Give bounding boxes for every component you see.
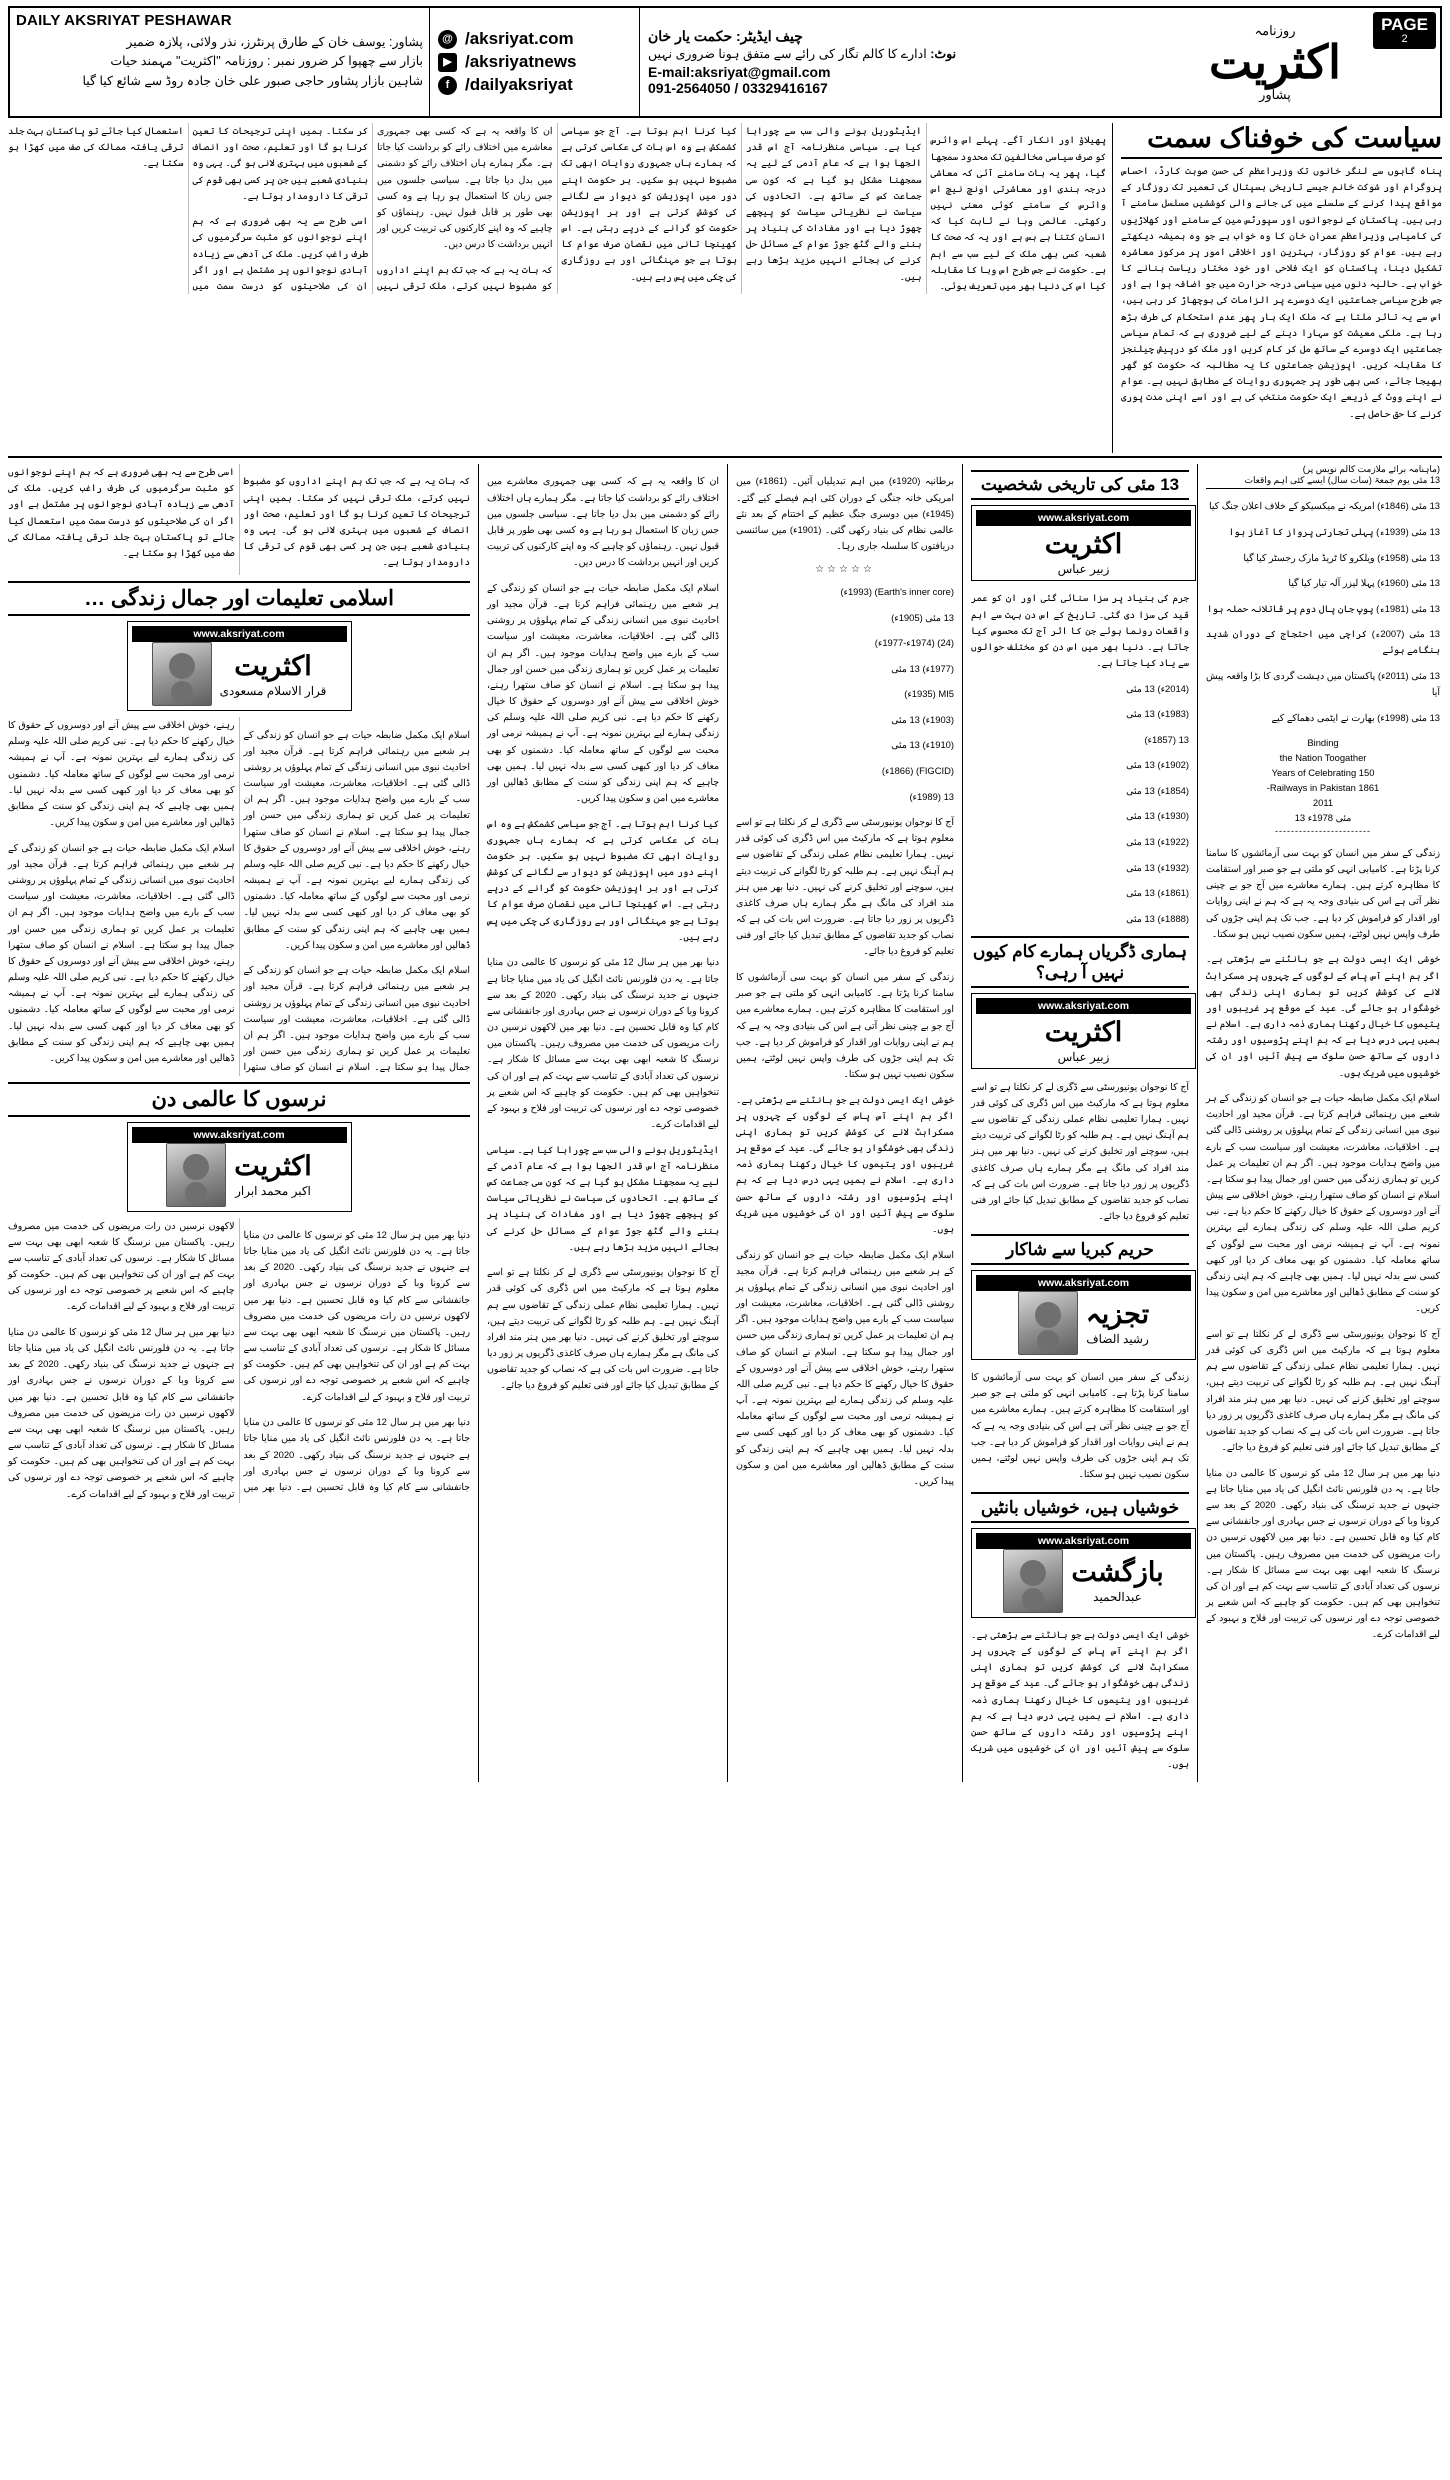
article-title-digriyan: ہماری ڈگریاں ہمارے کام کیوں نہیں آ رہی؟ xyxy=(971,936,1189,988)
page-badge-label: PAGE xyxy=(1381,15,1428,34)
leftover-lead-text xyxy=(8,464,470,575)
history-entry-3: (24) (1974ء-1977ء) xyxy=(874,637,954,649)
lead-col-5: کہ بات یہ ہے کہ جب تک ہم اپنے اداروں کو مضبوط نہیں کرتے، ملک ترقی نہیں کر سکتا۔ ہمیں اپنی ترجیحات کا تعین کرنا ہو گا اور تعلیم، صحت اور انصاف کے شعبوں میں بہتری لانی ہو گی۔ یہی وہ بنیادی شعبے ہیں جن پر کسی بھی قوم کی ترقی کا دارومدار ہوتا ہے۔ xyxy=(192,125,553,291)
left-continued-1: کہ بات یہ ہے کہ جب تک ہم اپنے اداروں کو مضبوط نہیں کرتے، ملک ترقی نہیں کر سکتا۔ ہمیں اپنی ترجیحات کا تعین کرنا ہو گا اور تعلیم، صحت اور انصاف کے شعبوں میں بہتری لانی ہو گی۔ یہی وہ بنیادی شعبے ہیں جن پر کسی بھی قوم کی ترقی کا دارومدار ہوتا ہے۔ xyxy=(243,475,470,568)
col2-p5: ایڈیٹوریل ہونے والی سب سے چوراہا کیا ہے۔ سیاسی منظرنامہ آج اس قدر الجھا ہوا ہے کہ عام آدمی کے لیے یہ سمجھنا مشکل ہو گیا ہے کہ کون سی جماعت کس کے ساتھ ہے۔ اتحادوں کی سیاست نے نظریاتی سیاست کو پیچھے چھوڑ دیا ہے اور مفادات کی بنیاد پر بننے والے گٹھ جوڑ عوام کے مسائل حل کرنے کی بجائے انہیں مزید بڑھا رہے ہیں۔ xyxy=(487,1143,719,1252)
column-left xyxy=(8,464,478,1782)
col2-p1: ان کا واقعہ یہ ہے کہ کسی بھی جمہوری معاشرے میں اختلاف رائے کو برداشت کیا جاتا ہے۔ مگر ہمارے ہاں اختلاف رائے کو دشمنی میں بدل دیا جاتا ہے۔ سیاسی جلسوں میں جس زبان کا استعمال ہو رہا ہے وہ کسی بھی طور پر قابل قبول نہیں۔ رہنماؤں کو چاہیے کہ وہ اپنے کارکنوں کی تربیت کریں اور انہیں برداشت کا درس دیں۔ xyxy=(487,475,719,568)
publisher-address xyxy=(16,33,423,91)
brand-name: AKSRIYAT xyxy=(64,12,140,29)
email-line[interactable]: E-mail:aksriyat@gmail.com xyxy=(648,63,831,80)
col3-p3: زندگی کے سفر میں انسان کو بہت سی آزمائشوں کا سامنا کرنا پڑتا ہے۔ کامیابی انہی کو ملتی ہے جو صبر اور استقامت کا مظاہرہ کرتے ہیں۔ ہمارے معاشرے میں آج جو بے چینی نظر آتی ہے اس کی بنیادی وجہ یہ ہے کہ ہم نے اپنی روایات اور اقدار کو فراموش کر دیا ہے۔ جب تک ہم اپنی جڑوں کی طرف واپس نہیں لوٹتے، ہمیں سکون نصیب نہیں ہو سکتا۔ xyxy=(736,971,954,1080)
masthead xyxy=(8,6,1442,118)
byline-digriyan xyxy=(971,993,1196,1069)
logo-sub: روزنامہ xyxy=(1254,23,1296,38)
col3-p2: آج کا نوجوان یونیورسٹی سے ڈگری لے کر نکلتا ہے تو اسے معلوم ہوتا ہے کہ مارکیٹ میں اس ڈگری کی کوئی قدر نہیں۔ ہمارا تعلیمی نظام عملی زندگی کے تقاضوں سے ہم آہنگ نہیں ہے۔ ہم طلبہ کو رٹا لگوانے کی تربیت دیتے ہیں، سوچنے اور تخلیق کرنے کی نہیں۔ دنیا بھر میں ہنر مند افراد کی مانگ ہے مگر ہمارے ہاں صرف کاغذی ڈگریوں پر زور دیا جاتا ہے۔ ضرورت اس بات کی ہے کہ نصاب کو جدید تقاضوں کے مطابق تبدیل کیا جائے اور فنی تعلیم کو فروغ دیا جائے۔ xyxy=(736,816,954,957)
may13-e9: (1861ء) 13 مئی xyxy=(1126,887,1189,899)
col3-entries xyxy=(736,584,954,805)
byline-url-may13[interactable]: www.aksriyat.com xyxy=(976,510,1191,526)
lead-columns xyxy=(8,123,1106,294)
history-entry-6: (1903ء) 13 مئی xyxy=(891,713,954,725)
lead-main-text: پناہ گاہوں سے لنگر خانوں تک وزیراعظم کی حسن صوبت کارڈ، احساس پروگرام اور شوکت خانم جیسے تاریخی ہسپتال کی تعمیر تک روزگار کے مواقع پیدا کرنے کے سلسلے میں کی جانے والی کوششیں مسلسل سامنے آ رہی ہیں۔ پاکستان کے نوجوانوں اور سپورٹس مین کے سامنے اور کھلاڑیوں کی کامیابی وزیراعظم عمران خان کا وہ خواب ہے جو وہ ہمیشہ دیکھتے رہے ہیں۔ عوام کو روزگار، بہترین اور اخلاقی امور پر مرکوز معاشرہ تشکیل دینا، پاکستان کو ایک فلاحی اور خود مختار ریاست بنانے کا خواب ہے۔ حالیہ دنوں میں سیاسی درجہ حرارت میں جو اضافہ ہوا ہے اور جس طرح سیاسی جماعتیں ایک دوسرے پر الزامات کی بوچھاڑ کر رہی ہیں، اس سے یہ تاثر ملتا ہے کہ ملک ایک بار پھر عدم استحکام کی طرف بڑھ رہا ہے۔ ملکی معیشت کو سہارا دینے کے لیے ضروری ہے کہ تمام سیاسی جماعتیں ایک دوسرے کے ساتھ مل کر کام کریں اور ملک کو درپیش چیلنجز کا مقابلہ کریں۔ اپوزیشن جماعتوں کا یہ مطالبہ کہ حکومت کو گھر بھیجا جائے، کسی بھی طور پر جمہوری روایات کے مطابق نہیں ہے۔ عوام نے اپنے ووٹ کے ذریعے ایک حکومت منتخب کی ہے اور اسے اپنی مدت پوری کرنے کا حق حاصل ہے۔ xyxy=(1121,165,1442,419)
may13-e3: 13 (1857ء) xyxy=(1144,733,1189,745)
article-title-islami: اسلامی تعلیمات اور جمال زندگی … xyxy=(8,581,470,616)
lead-col-1: پھیلاؤ اور انکار آگے۔ پہلے اس وائرس کو صرف سیاسی مخالفین تک محدود سمجھا گیا، پھر یہ بات سامنے آئی کہ معاشی درجہ بندی اور معاشرتی اونچ نیچ اس وائرس کے سامنے کوئی معنی نہیں رکھتی۔ عالمی وبا نے ثابت کیا کہ انسان کتنا بے بس ہے اور یہ کہ صحت کا شعبہ کسی بھی ملک کے لیے سب سے اہم ہے۔ حکومت نے جس طرح اس وبا کا مقابلہ کیا اس کی دنیا بھر میں تعریف ہوئی۔ xyxy=(930,134,1106,291)
note-text: ادارے کا کالم نگار کی رائے سے متفق ہونا ضروری نہیں xyxy=(648,47,927,62)
byline-logo-may13: اکثریت xyxy=(1044,529,1123,559)
col3-p4: خوشی ایک ایسی دولت ہے جو بانٹنے سے بڑھتی ہے۔ اگر ہم اپنے آس پاس کے لوگوں کے چہروں پر مسکراہٹ لانے کی کوشش کریں تو ہماری اپنی زندگی بھی خوشگوار ہو جائے گی۔ عید کے موقع پر غریبوں اور یتیموں کا خیال رکھنا ہماری ذمہ داری ہے۔ اسلام نے ہمیں یہی درس دیا ہے کہ ہم اپنے پڑوسیوں اور رشتہ داروں کے ساتھ حسن سلوک سے پیش آئیں اور ان کی خوشیوں میں شریک ہوں۔ xyxy=(736,1093,954,1234)
page-title: سیاست کی خوفناک سمت xyxy=(1121,123,1442,159)
may13-body xyxy=(971,590,1189,926)
col2-p2: اسلام ایک مکمل ضابطہ حیات ہے جو انسان کو زندگی کے ہر شعبے میں رہنمائی فراہم کرتا ہے۔ قرآن مجید اور احادیث نبوی میں انسانی زندگی کے تمام پہلوؤں پر روشنی ڈالی گئی ہے۔ اخلاقیات، معاشرت، معیشت اور سیاست سب کے بارے میں واضح ہدایات موجود ہیں۔ اگر ہم ان تعلیمات پر عمل کریں تو ہماری زندگی میں حسن اور جمال پیدا ہو سکتا ہے۔ اسلام نے انسان کو صاف ستھرا رہنے، خوش اخلاقی سے پیش آنے اور دوسروں کے حقوق کا خیال رکھنے کا حکم دیا ہے۔ نبی کریم صلی اللہ علیہ وسلم کی زندگی ہمارے لیے بہترین نمونہ ہے۔ آپ نے ہمیشہ نرمی اور محبت سے لوگوں کے ساتھ معاملہ کیا۔ دشمنوں کو بھی معاف کر دیا اور کبھی کسی سے بدلہ نہیں لیا۔ ہمیں بھی چاہیے کہ ہم اپنی زندگی کو سنت کے مطابق ڈھالیں اور معاشرے میں امن و سکون پیدا کریں۔ xyxy=(487,581,719,804)
masthead-contact xyxy=(640,8,1110,116)
byline-khushiyan xyxy=(971,1528,1196,1618)
byline-logo-digriyan: اکثریت xyxy=(1044,1017,1123,1048)
may13-e2: (1983ء) 13 مئی xyxy=(1126,708,1189,720)
author-photo-nurses xyxy=(166,1143,226,1207)
rail-english-block xyxy=(1206,735,1440,825)
col2-p3: کیا کرنا اہم ہوتا ہے۔ آج جو سیاسی کشمکش ہے وہ اس بات کی عکاسی کرتی ہے کہ ہمارے ہاں جمہوری روایات ابھی تک مضبوط نہیں ہو سکیں۔ ہر حکومت اپنے دور میں اپوزیشن کو دیوار سے لگانے کی کوشش کرتی ہے اور ہر اپوزیشن حکومت کو گرانے کے درپے رہتی ہے۔ اس کھینچا تانی میں نقصان صرف عوام کا ہوتا ہے جو مہنگائی اور بے روزگاری کی چکی میں پس رہے ہیں۔ xyxy=(487,817,719,942)
rail-header-2: 13 مئی یوم جمعۃ (سات سال) ایسے کئی اہم واقعات xyxy=(1244,475,1440,485)
rail-entry-5: 13 مئی (1981ء) پوپ جان پال دوم پر قاتلانہ حملہ ہوا xyxy=(1206,602,1440,614)
byline-url-nurses[interactable]: www.aksriyat.com xyxy=(132,1127,347,1143)
rail-entries xyxy=(1206,498,1440,725)
islami-text-3: اسلام ایک مکمل ضابطہ حیات ہے جو انسان کو زندگی کے ہر شعبے میں رہنمائی فراہم کرتا ہے۔ قرآن مجید اور احادیث نبوی میں انسانی زندگی کے تمام پہلوؤں پر روشنی ڈالی گئی ہے۔ اخلاقیات، معاشرت، معیشت اور سیاست سب کے بارے میں واضح ہدایات موجود ہیں۔ اگر ہم ان تعلیمات پر عمل کریں تو ہماری زندگی میں حسن اور جمال پیدا ہو سکتا ہے۔ اسلام نے انسان کو صاف ستھرا رہنے، خوش اخلاقی سے پیش آنے اور دوسروں کے حقوق کا خیال رکھنے کا حکم دیا ہے۔ نبی کریم صلی اللہ علیہ وسلم کی زندگی ہمارے لیے بہترین نمونہ ہے۔ آپ نے ہمیشہ نرمی اور محبت سے لوگوں کے ساتھ معاملہ کیا۔ دشمنوں کو بھی معاف کر دیا اور کبھی کسی سے بدلہ نہیں لیا۔ ہمیں بھی چاہیے کہ ہم اپنی زندگی کو سنت کے مطابق ڈھالیں اور معاشرے میں امن و سکون پیدا کریں۔ xyxy=(8,841,235,1063)
rail-entry-8: 13 مئی (1998ء) بھارت نے ایٹمی دھماکے کیے xyxy=(1271,711,1440,723)
islami-text-2: اسلام ایک مکمل ضابطہ حیات ہے جو انسان کو زندگی کے ہر شعبے میں رہنمائی فراہم کرتا ہے۔ قرآن مجید اور احادیث نبوی میں انسانی زندگی کے تمام پہلوؤں پر روشنی ڈالی گئی ہے۔ اخلاقیات، معاشرت، معیشت اور سیاست سب کے بارے میں واضح ہدایات موجود ہیں۔ اگر ہم ان تعلیمات پر عمل کریں تو ہماری زندگی میں حسن اور جمال پیدا ہو سکتا ہے۔ اسلام نے انسان کو صاف ستھرا رہنے، خوش اخلاقی سے پیش آنے اور دوسروں کے حقوق کا خیال رکھنے کا حکم دیا ہے۔ نبی کریم صلی اللہ علیہ وسلم کی زندگی ہمارے لیے بہترین نمونہ ہے۔ آپ نے ہمیشہ نرمی اور محبت سے لوگوں کے ساتھ معاملہ کیا۔ دشمنوں کو بھی معاف کر دیا اور کبھی کسی سے بدلہ نہیں لیا۔ ہمیں بھی چاہیے کہ ہم اپنی زندگی کو سنت کے مطابق ڈھالیں اور معاشرے میں امن و سکون پیدا کریں۔ xyxy=(8,719,470,1073)
address-line-3: شاہین بازار پشاور حاجی صبور علی خان جادہ روڈ سے شائع کیا گیا xyxy=(82,73,423,88)
col2-p6: آج کا نوجوان یونیورسٹی سے ڈگری لے کر نکلتا ہے تو اسے معلوم ہوتا ہے کہ مارکیٹ میں اس ڈگری کی کوئی قدر نہیں۔ ہمارا تعلیمی نظام عملی زندگی کے تقاضوں سے ہم آہنگ نہیں ہے۔ ہم طلبہ کو رٹا لگوانے کی تربیت دیتے ہیں، سوچنے اور تخلیق کرنے کی نہیں۔ دنیا بھر میں ہنر مند افراد کی مانگ ہے مگر ہمارے ہاں صرف کاغذی ڈگریوں پر زور دیا جاتا ہے۔ ضرورت اس بات کی ہے کہ نصاب کو جدید تقاضوں کے مطابق تبدیل کیا جائے اور فنی تعلیم کو فروغ دیا جائے۔ xyxy=(487,1266,719,1391)
phone-line: 091-2564050 / 03329416167 xyxy=(648,79,828,96)
byline-name-digriyan: زبیر عباس xyxy=(1057,1050,1110,1065)
byline-row-islami xyxy=(132,642,347,706)
lead-col-6: اسی طرح سے یہ بھی ضروری ہے کہ ہم اپنے نوجوانوں کو مثبت سرگرمیوں کی طرف راغب کریں۔ ملک کی آدھی سے زیادہ آبادی نوجوانوں پر مشتمل ہے اور اگر ان کی صلاحیتوں کو درست سمت میں استعمال کیا جائے تو پاکستان بہت جلد ترقی یافتہ ممالک کی صف میں کھڑا ہو سکتا ہے۔ xyxy=(8,125,368,291)
masthead-social xyxy=(430,8,640,116)
lead-headline-block xyxy=(1112,123,1442,453)
history-entry-1: (Earth's inner core) (1993ء) xyxy=(840,586,954,598)
rail-extra-5: دنیا بھر میں ہر سال 12 مئی کو نرسوں کا عالمی دن منایا جاتا ہے۔ یہ دن فلورنس نائٹ انگیل کی یاد میں منایا جاتا ہے جنہوں نے جدید نرسنگ کی بنیاد رکھی۔ 2020 کے بعد سے کرونا وبا کے دوران نرسوں نے جس بہادری اور جانفشانی سے کام کیا وہ قابل تحسین ہے۔ دنیا بھر میں لاکھوں نرسیں دن رات مریضوں کی خدمت میں مصروف رہیں۔ پاکستان میں نرسنگ کا شعبہ ابھی بھی بہت سے مسائل کا شکار ہے۔ نرسوں کی تعداد آبادی کے تناسب سے بہت کم ہے اور ان کی تنخواہیں بھی کم ہیں۔ حکومت کو چاہیے کہ اس شعبے پر خصوصی توجہ دے اور نرسوں کی تربیت اور فلاح و بہبود کے لیے اقدامات کرے۔ xyxy=(1206,1466,1440,1640)
rail-extra-2: خوشی ایک ایسی دولت ہے جو بانٹنے سے بڑھتی ہے۔ اگر ہم اپنے آس پاس کے لوگوں کے چہروں پر مسکراہٹ لانے کی کوشش کریں تو ہماری اپنی زندگی بھی خوشگوار ہو جائے گی۔ عید کے موقع پر غریبوں اور یتیموں کا خیال رکھنا ہماری ذمہ داری ہے۔ اسلام نے ہمیں یہی درس دیا ہے کہ ہم اپنے پڑوسیوں اور رشتہ داروں کے ساتھ حسن سلوک سے پیش آئیں اور ان کی خوشیوں میں شریک ہوں۔ xyxy=(1206,953,1440,1078)
col3-mid-text xyxy=(736,814,954,1489)
byline-logo-islami: اکثریت xyxy=(234,650,312,681)
eng-line-5: 2011 xyxy=(1312,797,1334,809)
rail-entry-7: 13 مئی (2011ء) پاکستان میں دہشت گردی کا بڑا واقعہ پیش آیا xyxy=(1206,669,1440,698)
may13-e1: (2014ء) 13 مئی xyxy=(1126,682,1189,694)
article-title-may13: 13 مئی کی تاریخی شخصیت xyxy=(971,470,1189,500)
col3-p1: برطانیہ (1920ء) میں اہم تبدیلیاں آئیں۔ (1861ء) میں امریکی خانہ جنگی کے دوران کئی اہم فیصلے کیے گئے۔ (1945ء) میں دوسری جنگ عظیم کے اختتام کے بعد نئے عالمی نظام کی بنیاد رکھی گئی۔ (1901ء) میں سائنسی دریافتوں کا سلسلہ جاری رہا۔ xyxy=(736,475,955,552)
star-divider-1: ☆☆☆☆☆ xyxy=(815,563,875,575)
history-entry-9: 13 (1989ء) xyxy=(909,790,954,802)
brand-city: PESHAWAR xyxy=(144,12,232,29)
page-badge xyxy=(1373,12,1436,49)
website-label: /aksriyat.com xyxy=(465,29,574,48)
facebook-label: /dailyaksriyat xyxy=(465,75,573,94)
editor-note xyxy=(648,45,956,64)
may13-p1: جرم کی بنیاد پر سزا سنائی گئی اور ان کو عمر قید کی سزا دی گئی۔ تاریخ کے اس دن بہت سے اہم واقعات رونما ہوئے جن کا اثر آج تک محسوس کیا جاتا ہے۔ دنیا بھر میں اس دن کو مختلف حوالوں سے یاد کیا جاتا ہے۔ xyxy=(971,592,1189,669)
page-badge-number: 2 xyxy=(1401,32,1408,45)
nurses-text-3: دنیا بھر میں ہر سال 12 مئی کو نرسوں کا عالمی دن منایا جاتا ہے۔ یہ دن فلورنس نائٹ انگیل کی یاد میں منایا جاتا ہے جنہوں نے جدید نرسنگ کی بنیاد رکھی۔ 2020 کے بعد سے کرونا وبا کے دوران نرسوں نے جس بہادری اور جانفشانی سے کام کیا وہ قابل تحسین ہے۔ دنیا بھر میں لاکھوں نرسیں دن رات مریضوں کی خدمت میں مصروف رہیں۔ پاکستان میں نرسنگ کا شعبہ ابھی بھی بہت سے مسائل کا شکار ہے۔ نرسوں کی تعداد آبادی کے تناسب سے بہت کم ہے اور ان کی تنخواہیں بھی کم ہیں۔ حکومت کو چاہیے کہ اس شعبے پر خصوصی توجہ دے اور نرسوں کی تربیت اور فلاح و بہبود کے لیے اقدامات کرے۔ xyxy=(8,1325,235,1499)
rail-entry-2: 13 مئی (1939ء) پہلی تجارتی پرواز کا آغاز ہوا xyxy=(1228,525,1440,537)
rail-dashes: ------------------------ xyxy=(1275,825,1371,836)
author-photo-khushiyan xyxy=(1003,1549,1063,1613)
col3-top-text xyxy=(736,473,954,554)
byline-row-hareem xyxy=(976,1291,1191,1355)
lead-body xyxy=(8,123,1112,453)
byline-name-islami: قرار الاسلام مسعودی xyxy=(219,683,327,698)
chief-editor: چیف ایڈیٹر: حکمت یار خان xyxy=(648,28,803,45)
rail-entry-3: 13 مئی (1958ء) ویلکرو کا ٹریڈ مارک رجسٹر کیا گیا xyxy=(1243,551,1440,563)
lead-col-3: کیا کرنا اہم ہوتا ہے۔ آج جو سیاسی کشمکش ہے وہ اس بات کی عکاسی کرتی ہے کہ ہمارے ہاں جمہوری روایات ابھی تک مضبوط نہیں ہو سکیں۔ ہر حکومت اپنے دور میں اپوزیشن کو دیوار سے لگانے کی کوشش کرتی ہے اور ہر اپوزیشن حکومت کو گرانے کے درپے رہتی ہے۔ اس کھینچا تانی میں نقصان صرف عوام کا ہوتا ہے جو مہنگائی اور بے روزگاری کی چکی میں پس رہے ہیں۔ xyxy=(561,125,737,282)
byline-url-khushiyan[interactable]: www.aksriyat.com xyxy=(976,1533,1191,1549)
byline-logo-khushiyan: بازگشت xyxy=(1071,1557,1164,1588)
col3-p5: اسلام ایک مکمل ضابطہ حیات ہے جو انسان کو زندگی کے ہر شعبے میں رہنمائی فراہم کرتا ہے۔ قرآن مجید اور احادیث نبوی میں انسانی زندگی کے تمام پہلوؤں پر روشنی ڈالی گئی ہے۔ اخلاقیات، معاشرت، معیشت اور سیاست سب کے بارے میں واضح ہدایات موجود ہیں۔ اگر ہم ان تعلیمات پر عمل کریں تو ہماری زندگی میں حسن اور جمال پیدا ہو سکتا ہے۔ اسلام نے انسان کو صاف ستھرا رہنے، خوش اخلاقی سے پیش آنے اور دوسروں کے حقوق کا خیال رکھنے کا حکم دیا ہے۔ نبی کریم صلی اللہ علیہ وسلم کی زندگی ہمارے لیے بہترین نمونہ ہے۔ آپ نے ہمیشہ نرمی اور محبت سے لوگوں کے ساتھ معاملہ کیا۔ دشمنوں کو بھی معاف کر دیا اور کبھی کسی سے بدلہ نہیں لیا۔ ہمیں بھی چاہیے کہ ہم اپنی زندگی کو سنت کے مطابق ڈھالیں اور معاشرے میں امن و سکون پیدا کریں۔ xyxy=(736,1248,954,1486)
article-body-nurses xyxy=(8,1218,470,1504)
may13-e8: (1932ء) 13 مئی xyxy=(1126,861,1189,873)
rail-entry-4: 13 مئی (1960ء) پہلا لیزر آلہ تیار کیا گیا xyxy=(1288,577,1440,589)
eng-line-3: Years of Celebrating 150 xyxy=(1271,767,1375,779)
eng-line-6: 13 مئی 1978ء xyxy=(1294,812,1352,824)
history-entry-7: (1910ء) 13 مئی xyxy=(891,739,954,751)
col2-p4: دنیا بھر میں ہر سال 12 مئی کو نرسوں کا عالمی دن منایا جاتا ہے۔ یہ دن فلورنس نائٹ انگیل کی یاد میں منایا جاتا ہے جنہوں نے جدید نرسنگ کی بنیاد رکھی۔ 2020 کے بعد سے کرونا وبا کے دوران نرسوں نے جس بہادری اور جانفشانی سے کام کیا وہ قابل تحسین ہے۔ دنیا بھر میں لاکھوں نرسیں دن رات مریضوں کی خدمت میں مصروف رہیں۔ پاکستان میں نرسنگ کا شعبہ ابھی بھی بہت سے مسائل کا شکار ہے۔ نرسوں کی تعداد آبادی کے تناسب سے بہت کم ہے اور ان کی تنخواہیں بھی کم ہیں۔ حکومت کو چاہیے کہ اس شعبے پر خصوصی توجہ دے اور نرسوں کی تربیت اور فلاح و بہبود کے لیے اقدامات کرے۔ xyxy=(487,956,720,1130)
byline-hareem xyxy=(971,1270,1196,1360)
byline-row-nurses xyxy=(132,1143,347,1207)
byline-name-hareem: رشید الضاف xyxy=(1086,1332,1149,1347)
may13-e7: (1922ء) 13 مئی xyxy=(1126,836,1189,848)
column-three xyxy=(728,464,963,1782)
logo-title: اکثریت xyxy=(1209,36,1341,88)
khushiyan-body xyxy=(971,1627,1189,1773)
digriyan-body xyxy=(971,1079,1189,1225)
main-grid xyxy=(8,464,1442,1782)
nurses-text-2: دنیا بھر میں ہر سال 12 مئی کو نرسوں کا عالمی دن منایا جاتا ہے۔ یہ دن فلورنس نائٹ انگیل کی یاد میں منایا جاتا ہے جنہوں نے جدید نرسنگ کی بنیاد رکھی۔ 2020 کے بعد سے کرونا وبا کے دوران نرسوں نے جس بہادری اور جانفشانی سے کام کیا وہ قابل تحسین ہے۔ دنیا بھر میں لاکھوں نرسیں دن رات مریضوں کی خدمت میں مصروف رہیں۔ پاکستان میں نرسنگ کا شعبہ ابھی بھی بہت سے مسائل کا شکار ہے۔ نرسوں کی تعداد آبادی کے تناسب سے بہت کم ہے اور ان کی تنخواہیں بھی کم ہیں۔ حکومت کو چاہیے کہ اس شعبے پر خصوصی توجہ دے اور نرسوں کی تربیت اور فلاح و بہبود کے لیے اقدامات کرے۔ xyxy=(8,1219,470,1492)
address-line-2: بازار سے چھپوا کر ضرور نمبر : روزنامہ "اکثریت" مہمند حیات xyxy=(110,54,423,69)
may13-e10: (1888ء) 13 مئی xyxy=(1126,912,1189,924)
lead-col-2: ایڈیٹوریل ہونے والی سب سے چوراہا کیا ہے۔ سیاسی منظرنامہ آج اس قدر الجھا ہوا ہے کہ عام آدمی کے لیے یہ سمجھنا مشکل ہو گیا ہے کہ کون سی جماعت کس کے ساتھ ہے۔ اتحادوں کی سیاست نے نظریاتی سیاست کو پیچھے چھوڑ دیا ہے اور مفادات کی بنیاد پر بننے والے گٹھ جوڑ عوام کے مسائل حل کرنے کی بجائے انہیں مزید بڑھا رہے ہیں۔ xyxy=(746,125,922,282)
author-photo-hareem xyxy=(1018,1291,1078,1355)
article-title-khushiyan: خوشیاں ہیں، خوشیاں بانٹیں xyxy=(971,1492,1189,1523)
byline-row-khushiyan xyxy=(976,1549,1191,1613)
col2-text-top xyxy=(487,473,719,1393)
left-continued-2: اسی طرح سے یہ بھی ضروری ہے کہ ہم اپنے نوجوانوں کو مثبت سرگرمیوں کی طرف راغب کریں۔ ملک کی آدھی سے زیادہ آبادی نوجوانوں پر مشتمل ہے اور اگر ان کی صلاحیتوں کو درست سمت میں استعمال کیا جائے تو پاکستان بہت جلد ترقی یافتہ ممالک کی صف میں کھڑا ہو سکتا ہے۔ xyxy=(8,466,235,558)
rail-extra-3: اسلام ایک مکمل ضابطہ حیات ہے جو انسان کو زندگی کے ہر شعبے میں رہنمائی فراہم کرتا ہے۔ قرآن مجید اور احادیث نبوی میں انسانی زندگی کے تمام پہلوؤں پر روشنی ڈالی گئی ہے۔ اخلاقیات، معاشرت، معیشت اور سیاست سب کے بارے میں واضح ہدایات موجود ہیں۔ اگر ہم ان تعلیمات پر عمل کریں تو ہماری زندگی میں حسن اور جمال پیدا ہو سکتا ہے۔ اسلام نے انسان کو صاف ستھرا رہنے، خوش اخلاقی سے پیش آنے اور دوسروں کے حقوق کا خیال رکھنے کا حکم دیا ہے۔ نبی کریم صلی اللہ علیہ وسلم کی زندگی ہمارے لیے بہترین نمونہ ہے۔ آپ نے ہمیشہ نرمی اور محبت سے لوگوں کے ساتھ معاملہ کیا۔ دشمنوں کو بھی معاف کر دیا اور کبھی کسی سے بدلہ نہیں لیا۔ ہمیں بھی چاہیے کہ ہم اپنی زندگی کو سنت کے مطابق ڈھالیں اور معاشرے میں امن و سکون پیدا کریں۔ xyxy=(1206,1092,1440,1314)
rail-header-1: (ماہنامہ برائے ملازمت کالم نویس پر) xyxy=(1302,464,1440,474)
column-four xyxy=(963,464,1198,1782)
eng-line-2: the Nation Toogather xyxy=(1279,752,1367,764)
note-label: نوٹ: xyxy=(930,47,957,62)
lead-col-4: ان کا واقعہ یہ ہے کہ کسی بھی جمہوری معاشرے میں اختلاف رائے کو برداشت کیا جاتا ہے۔ مگر ہمارے ہاں اختلاف رائے کو دشمنی میں بدل دیا جاتا ہے۔ سیاسی جلسوں میں جس زبان کا استعمال ہو رہا ہے وہ کسی بھی طور پر قابل قبول نہیں۔ رہنماؤں کو چاہیے کہ وہ اپنے کارکنوں کی تربیت کریں اور انہیں برداشت کا درس دیں۔ xyxy=(377,125,553,250)
history-entry-8: (FIGCID) (1866ء) xyxy=(881,764,954,776)
author-photo-islami xyxy=(152,642,212,706)
byline-name-may13: زبیر عباس xyxy=(1057,562,1110,576)
divider-top xyxy=(8,456,1442,458)
rail-entry-6: 13 مئی (2007ء) کراچی میں احتجاج کے دوران شدید ہنگامے ہوئے xyxy=(1206,628,1440,656)
eng-line-4: -Railways in Pakistan 1861 xyxy=(1266,782,1380,794)
may13-e5: (1854ء) 13 مئی xyxy=(1126,784,1189,796)
logo-city: پشاور xyxy=(1259,87,1291,102)
column-two xyxy=(478,464,728,1782)
brand-daily: DAILY xyxy=(16,12,61,29)
column-right-rail xyxy=(1198,464,1440,1782)
hareem-body xyxy=(971,1369,1189,1482)
rail-divider-1 xyxy=(1206,488,1440,489)
byline-url-islami[interactable]: www.aksriyat.com xyxy=(132,626,347,642)
byline-name-nurses: اکبر محمد ابرار xyxy=(235,1184,311,1199)
byline-nurses xyxy=(127,1122,352,1212)
byline-url-hareem[interactable]: www.aksriyat.com xyxy=(976,1275,1191,1291)
globe-icon: @ xyxy=(438,30,457,49)
rail-extra-4: آج کا نوجوان یونیورسٹی سے ڈگری لے کر نکلتا ہے تو اسے معلوم ہوتا ہے کہ مارکیٹ میں اس ڈگری کی کوئی قدر نہیں۔ ہمارا تعلیمی نظام عملی زندگی کے تقاضوں سے ہم آہنگ نہیں ہے۔ ہم طلبہ کو رٹا لگوانے کی تربیت دیتے ہیں، سوچنے اور تخلیق کرنے کی نہیں۔ دنیا بھر میں ہنر مند افراد کی مانگ ہے مگر ہمارے ہاں صرف کاغذی ڈگریوں پر زور دیا جاتا ہے۔ ضرورت اس بات کی ہے کہ نصاب کو جدید تقاضوں کے مطابق تبدیل کیا جائے اور فنی تعلیم کو فروغ دیا جائے۔ xyxy=(1206,1327,1440,1453)
address-line-1: پشاور: یوسف خان کے طارق پرنٹرز، نذر ولائی، پلازہ ضمیر xyxy=(126,35,423,49)
facebook-icon: f xyxy=(438,76,457,95)
rail-extra-text xyxy=(1206,845,1440,1643)
article-body-islami xyxy=(8,717,470,1075)
website-row[interactable] xyxy=(438,29,631,49)
islami-text-1: اسلام ایک مکمل ضابطہ حیات ہے جو انسان کو زندگی کے ہر شعبے میں رہنمائی فراہم کرتا ہے۔ قرآن مجید اور احادیث نبوی میں انسانی زندگی کے تمام پہلوؤں پر روشنی ڈالی گئی ہے۔ اخلاقیات، معاشرت، معیشت اور سیاست سب کے بارے میں واضح ہدایات موجود ہیں۔ اگر ہم ان تعلیمات پر عمل کریں تو ہماری زندگی میں حسن اور جمال پیدا ہو سکتا ہے۔ اسلام نے انسان کو صاف ستھرا رہنے، خوش اخلاقی سے پیش آنے اور دوسروں کے حقوق کا خیال رکھنے کا حکم دیا ہے۔ نبی کریم صلی اللہ علیہ وسلم کی زندگی ہمارے لیے بہترین نمونہ ہے۔ آپ نے ہمیشہ نرمی اور محبت سے لوگوں کے ساتھ معاملہ کیا۔ دشمنوں کو بھی معاف کر دیا اور کبھی کسی سے بدلہ نہیں لیا۔ ہمیں بھی چاہیے کہ ہم اپنی زندگی کو سنت کے مطابق ڈھالیں اور معاشرے میں امن و سکون پیدا کریں۔ xyxy=(243,728,470,950)
byline-name-khushiyan: عبدالحمید xyxy=(1093,1590,1142,1605)
article-title-hareem: حریم کبریا سے شاکار xyxy=(971,1234,1189,1265)
byline-url-digriyan[interactable]: www.aksriyat.com xyxy=(976,998,1191,1014)
lead-editorial xyxy=(8,123,1442,453)
youtube-label: /aksriyatnews xyxy=(465,52,577,71)
nurses-text-1: دنیا بھر میں ہر سال 12 مئی کو نرسوں کا عالمی دن منایا جاتا ہے۔ یہ دن فلورنس نائٹ انگیل کی یاد میں منایا جاتا ہے جنہوں نے جدید نرسنگ کی بنیاد رکھی۔ 2020 کے بعد سے کرونا وبا کے دوران نرسوں نے جس بہادری اور جانفشانی سے کام کیا وہ قابل تحسین ہے۔ دنیا بھر میں لاکھوں نرسیں دن رات مریضوں کی خدمت میں مصروف رہیں۔ پاکستان میں نرسنگ کا شعبہ ابھی بھی بہت سے مسائل کا شکار ہے۔ نرسوں کی تعداد آبادی کے تناسب سے بہت کم ہے اور ان کی تنخواہیں بھی کم ہیں۔ حکومت کو چاہیے کہ اس شعبے پر خصوصی توجہ دے اور نرسوں کی تربیت اور فلاح و بہبود کے لیے اقدامات کرے۔ xyxy=(243,1228,470,1402)
hareem-p1: زندگی کے سفر میں انسان کو بہت سی آزمائشوں کا سامنا کرنا پڑتا ہے۔ کامیابی انہی کو ملتی ہے جو صبر اور استقامت کا مظاہرہ کرتے ہیں۔ ہمارے معاشرے میں آج جو بے چینی نظر آتی ہے اس کی بنیادی وجہ یہ ہے کہ ہم نے اپنی روایات اور اقدار کو فراموش کر دیا ہے۔ جب تک ہم اپنی جڑوں کی طرف واپس نہیں لوٹتے، ہمیں سکون نصیب نہیں ہو سکتا۔ xyxy=(971,1370,1189,1480)
byline-logo-nurses: اکثریت xyxy=(234,1151,312,1182)
masthead-left xyxy=(10,8,430,116)
rail-entry-1: 13 مئی (1846ء) امریکہ نے میکسیکو کے خلاف اعلان جنگ کیا xyxy=(1209,500,1440,512)
rail-extra-1: زندگی کے سفر میں انسان کو بہت سی آزمائشوں کا سامنا کرنا پڑتا ہے۔ کامیابی انہی کو ملتی ہے جو صبر اور استقامت کا مظاہرہ کرتے ہیں۔ ہمارے معاشرے میں آج جو بے چینی نظر آتی ہے اس کی بنیادی وجہ یہ ہے کہ ہم نے اپنی روایات اور اقدار کو فراموش کر دیا ہے۔ جب تک ہم اپنی جڑوں کی طرف واپس نہیں لوٹتے، ہمیں سکون نصیب نہیں ہو سکتا۔ xyxy=(1206,846,1440,939)
article-title-nurses: نرسوں کا عالمی دن xyxy=(8,1082,470,1117)
eng-line-1: Binding xyxy=(1307,737,1339,749)
byline-islami xyxy=(127,621,352,711)
history-entry-5: MI5 (1935ء) xyxy=(904,688,954,700)
history-entry-2: 13 مئی (1905ء) xyxy=(891,611,954,623)
khushiyan-p1: خوشی ایک ایسی دولت ہے جو بانٹنے سے بڑھتی ہے۔ اگر ہم اپنے آس پاس کے لوگوں کے چہروں پر مسکراہٹ لانے کی کوشش کریں تو ہماری اپنی زندگی بھی خوشگوار ہو جائے گی۔ عید کے موقع پر غریبوں اور یتیموں کا خیال رکھنا ہماری ذمہ داری ہے۔ اسلام نے ہمیں یہی درس دیا ہے کہ ہم اپنے پڑوسیوں اور رشتہ داروں کے ساتھ حسن سلوک سے پیش آئیں اور ان کی خوشیوں میں شریک ہوں۔ xyxy=(971,1628,1189,1770)
byline-logo-hareem: تجزیہ xyxy=(1085,1299,1150,1330)
may13-e6: (1930ء) 13 مئی xyxy=(1126,810,1189,822)
history-entry-4: (1977ء) 13 مئی xyxy=(891,662,954,674)
youtube-row[interactable] xyxy=(438,52,631,72)
facebook-row[interactable] xyxy=(438,75,631,95)
youtube-icon: ▶ xyxy=(438,53,457,72)
may13-e4: (1902ء) 13 مئی xyxy=(1126,759,1189,771)
digriyan-p1: آج کا نوجوان یونیورسٹی سے ڈگری لے کر نکلتا ہے تو اسے معلوم ہوتا ہے کہ مارکیٹ میں اس ڈگری کی کوئی قدر نہیں۔ ہمارا تعلیمی نظام عملی زندگی کے تقاضوں سے ہم آہنگ نہیں ہے۔ ہم طلبہ کو رٹا لگوانے کی تربیت دیتے ہیں، سوچنے اور تخلیق کرنے کی نہیں۔ دنیا بھر میں ہنر مند افراد کی مانگ ہے مگر ہمارے ہاں صرف کاغذی ڈگریوں پر زور دیا جاتا ہے۔ ضرورت اس بات کی ہے کہ نصاب کو جدید تقاضوں کے مطابق تبدیل کیا جائے اور فنی تعلیم کو فروغ دیا جائے۔ xyxy=(971,1080,1189,1222)
byline-may13 xyxy=(971,505,1196,581)
brand-line xyxy=(16,12,423,29)
